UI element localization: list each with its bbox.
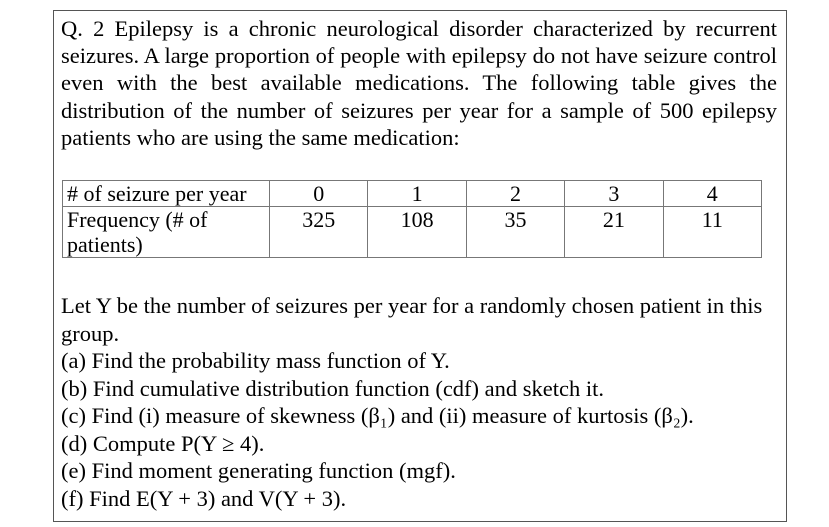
table-row-frequency <box>63 207 762 258</box>
row-header-seizures: # of seizure per year <box>63 181 270 207</box>
part-c: (c) Find (i) measure of skewness (β₁) and (ii) measure of kurtosis (β₂). <box>61 403 694 429</box>
frequency-cell-2: 35 <box>466 207 564 258</box>
frequency-cell-3: 21 <box>565 207 663 258</box>
part-b: (b) Find cumulative distribution function (cdf) and sketch it. <box>61 375 605 401</box>
frequency-cell-4: 11 <box>663 207 761 258</box>
question-parts-list <box>61 347 777 513</box>
frequency-table <box>62 180 762 258</box>
seizure-cell-2: 2 <box>466 181 564 207</box>
question-stem: Let Y be the number of seizures per year for a randomly chosen patient in this group. <box>61 293 763 346</box>
row-header-frequency: Frequency (# of patients) <box>63 207 270 258</box>
part-a: (a) Find the probability mass function of Y. <box>61 348 450 373</box>
part-e: (e) Find moment generating function (mgf). <box>61 458 456 484</box>
part-d: (d) Compute P(Y ≥ 4). <box>61 430 265 456</box>
seizure-cell-1: 1 <box>368 181 466 207</box>
seizure-cell-0: 0 <box>270 181 368 207</box>
question-intro: Q. 2 Epilepsy is a chronic neurological disorder characterized by recurrent seizures. A large proportion of people with epilepsy do not have seizure control even with the best available medications. The following table gives the distribution of the number of seizures per year for a sample of 500 epilepsy patients who are using the same medication: <box>61 16 777 150</box>
frequency-cell-0: 325 <box>270 207 368 258</box>
seizure-cell-3: 3 <box>565 181 663 207</box>
seizure-cell-4: 4 <box>663 181 761 207</box>
table-row-seizures <box>63 181 762 207</box>
part-f: (f) Find E(Y + 3) and V(Y + 3). <box>61 485 347 511</box>
frequency-cell-1: 108 <box>368 207 466 258</box>
